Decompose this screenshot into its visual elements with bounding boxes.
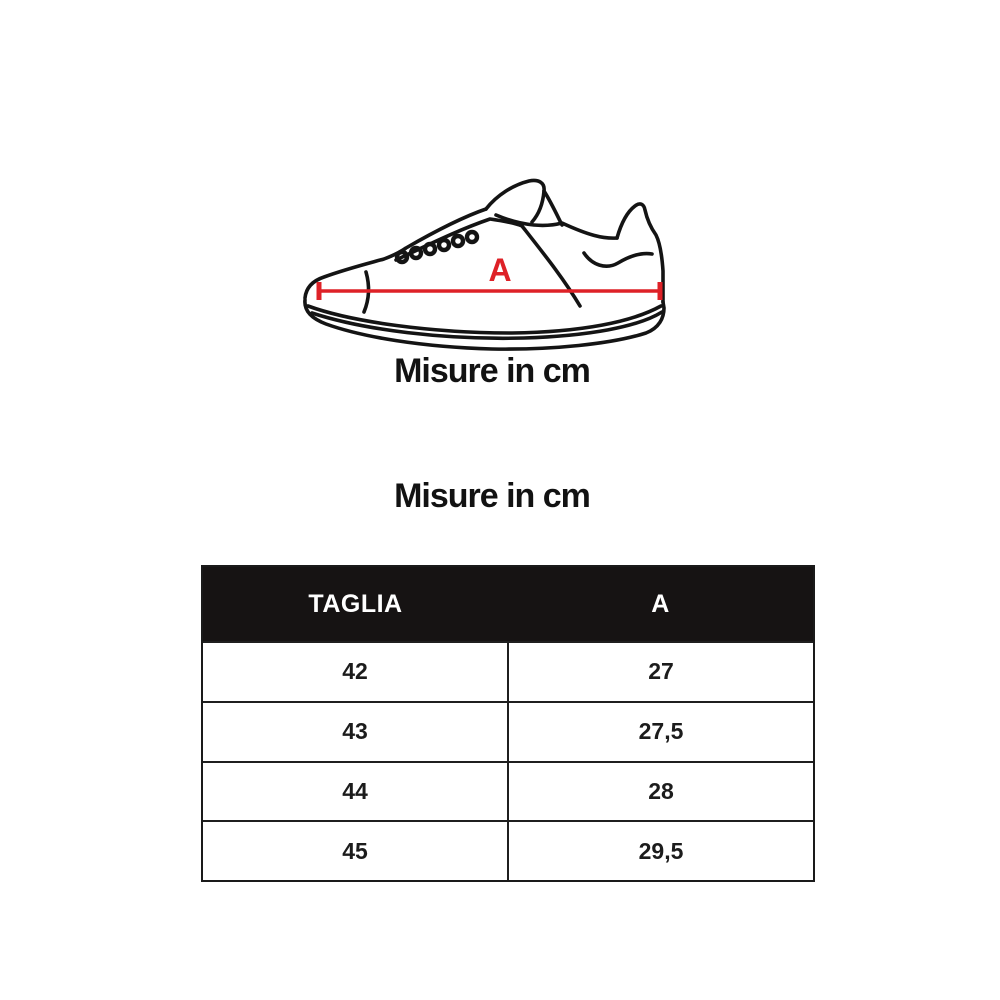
- shoe-diagram: [300, 160, 690, 355]
- cell-a-value: 29,5: [507, 822, 813, 880]
- table-row: [203, 761, 813, 821]
- cell-size: 43: [342, 718, 368, 745]
- table-row: [203, 641, 813, 701]
- cell-a-value: 27,5: [507, 703, 813, 761]
- cell-a-value: 27: [507, 643, 813, 701]
- tongue-right-edge: [544, 191, 562, 225]
- table-row: [203, 701, 813, 761]
- section-title: Misure in cm: [394, 477, 590, 515]
- header-cell-taglia: TAGLIA: [308, 589, 403, 618]
- collar-topline: [496, 215, 617, 238]
- cell-size: 42: [342, 658, 368, 685]
- size-table-header: [203, 567, 813, 641]
- size-table: [201, 565, 815, 882]
- cell-size: 44: [342, 777, 368, 804]
- sneaker-illustration: [300, 160, 690, 355]
- header-cell-a: A: [651, 589, 670, 618]
- cell-a-value: 28: [507, 763, 813, 821]
- table-row: [203, 820, 813, 880]
- cell-size: 45: [342, 837, 368, 864]
- upper-outline: [305, 209, 486, 298]
- heel-overlay-line: [584, 253, 652, 266]
- figure-caption: Misure in cm: [394, 352, 590, 390]
- measurement-label-a: A: [488, 252, 512, 288]
